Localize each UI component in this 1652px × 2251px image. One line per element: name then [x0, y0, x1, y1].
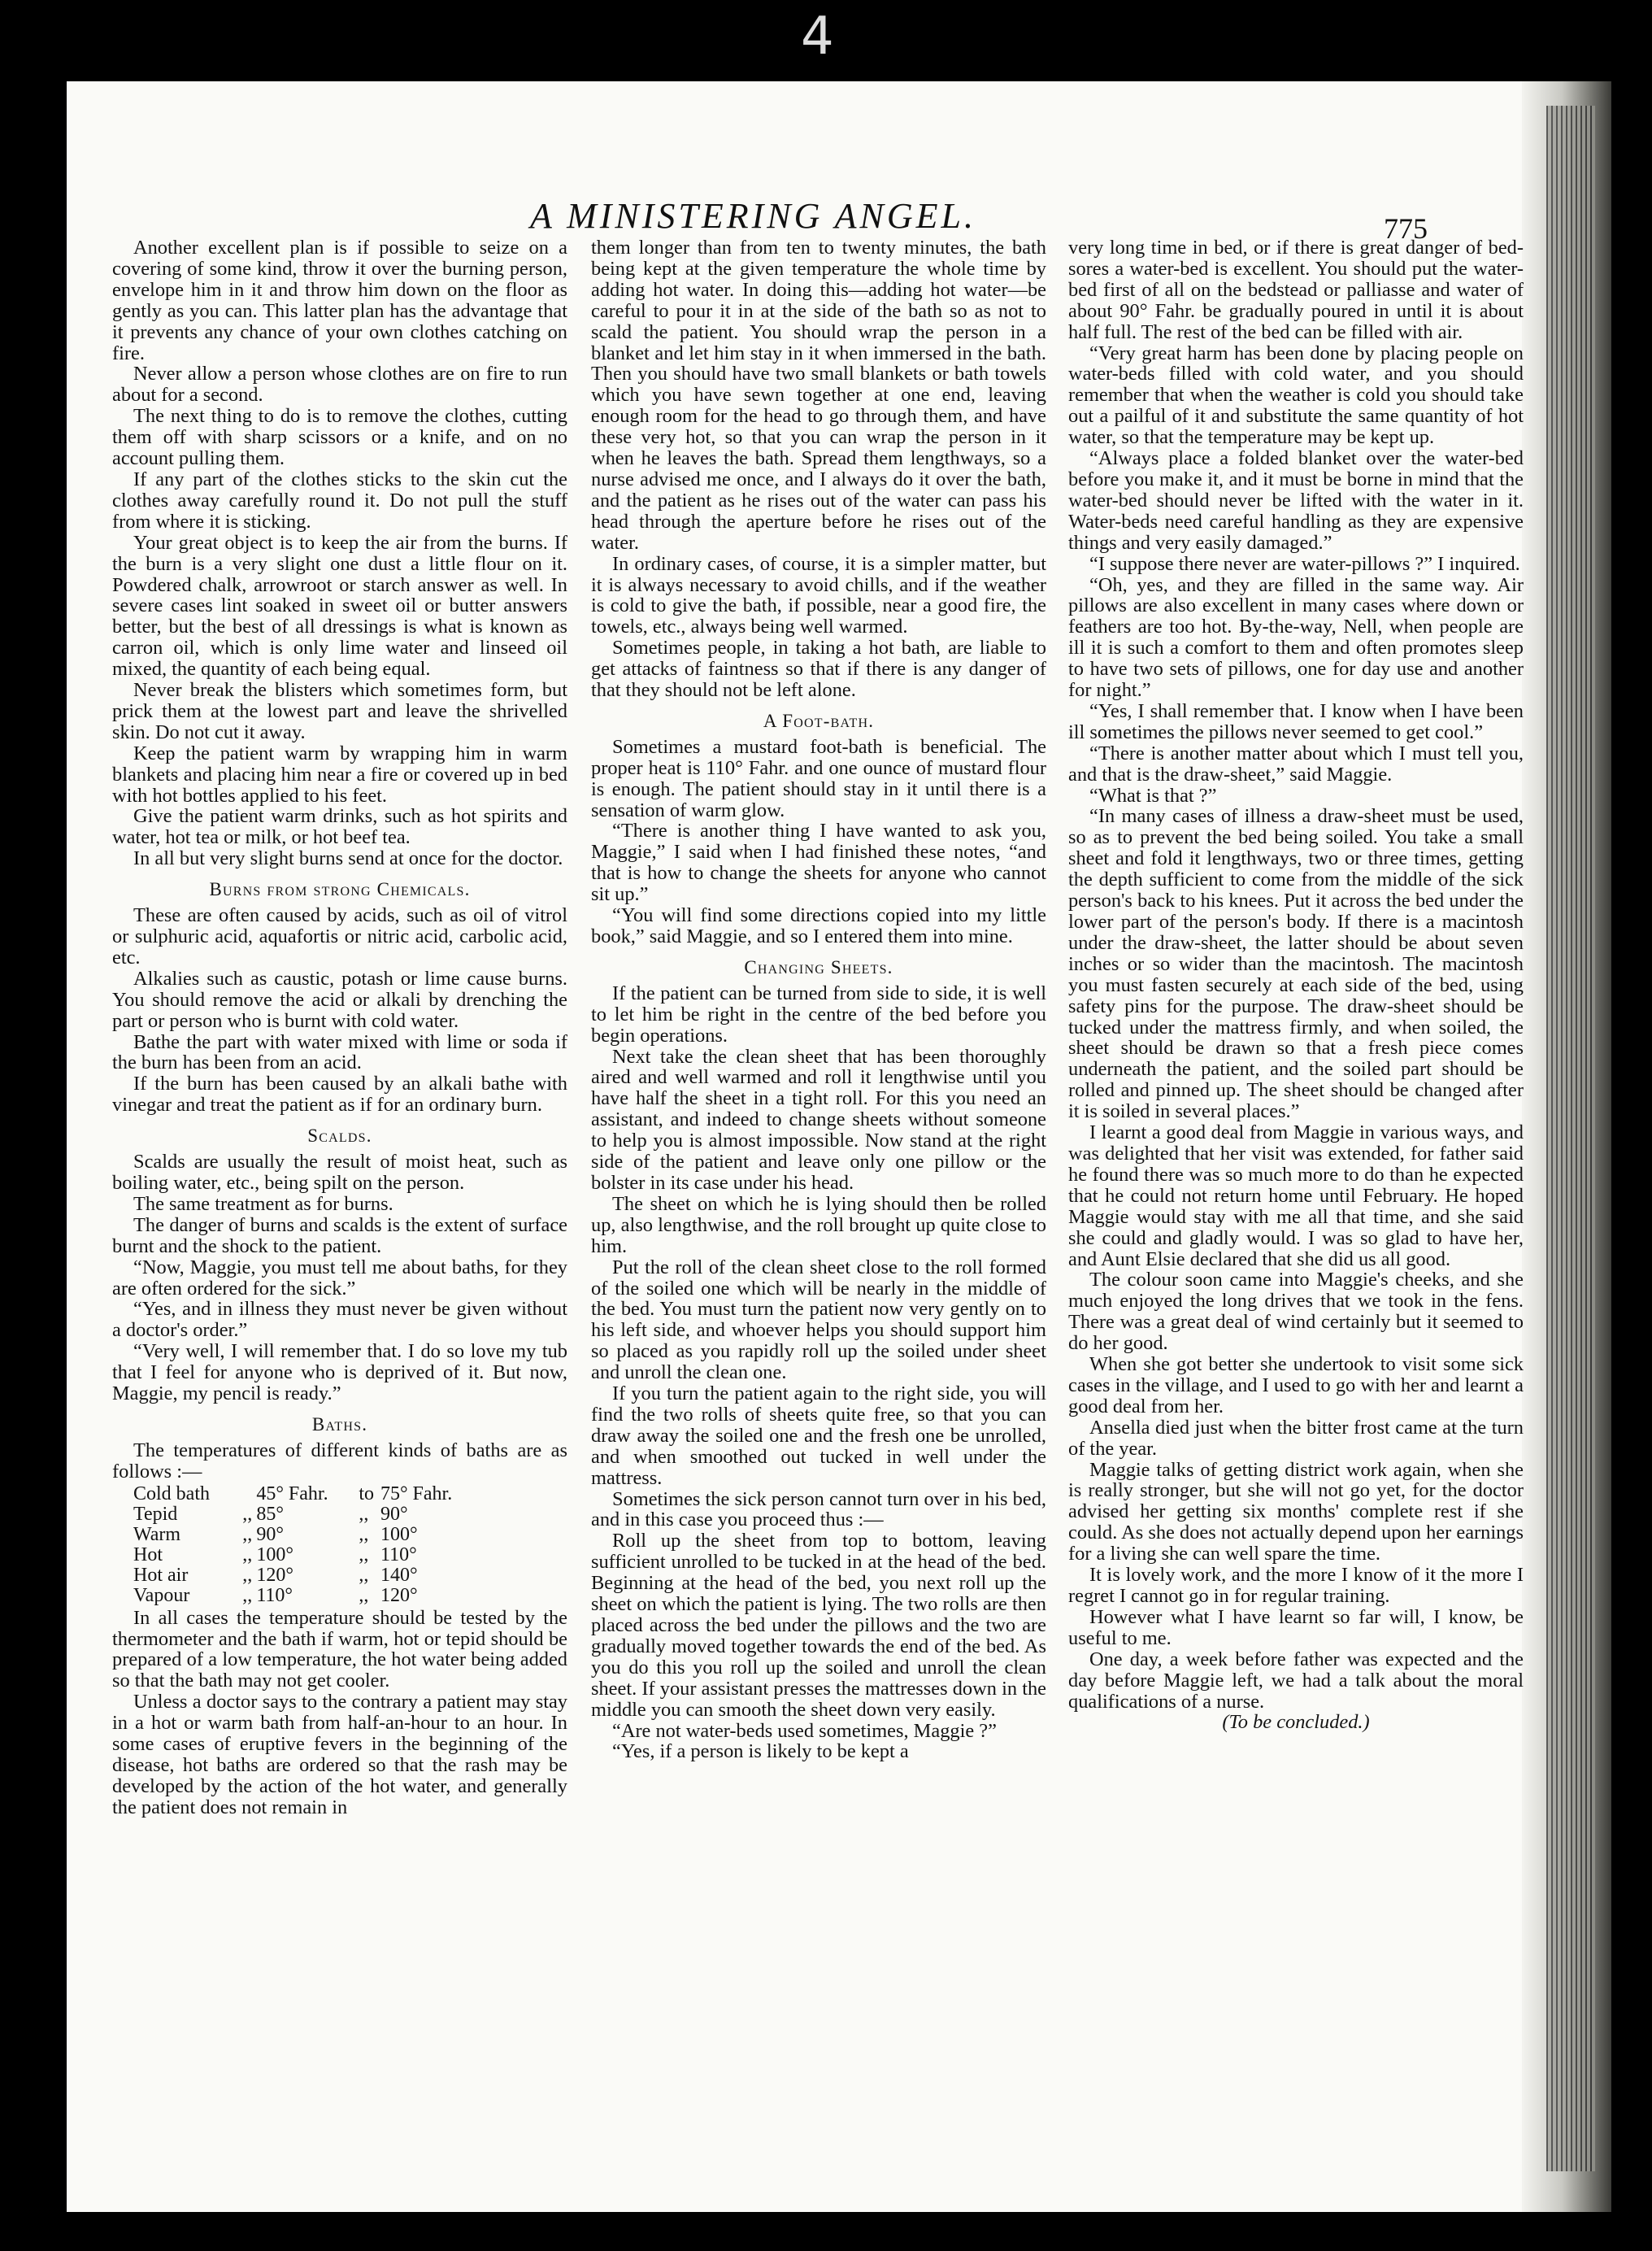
paragraph: In all but very slight burns send at once for the doctor.: [133, 847, 563, 870]
section-heading-chemicals: Burns from strong Chemicals.: [209, 879, 471, 900]
temp-to: 90°: [380, 1503, 408, 1525]
paragraph: Your great object is to keep the air from the burns. If the burn is a very slight one dust a little flour on it. Powdered chalk, arrowroot or starch answer as well. In severe cases lint soaked in sweet oil or butter answers better, but the best of all dressings is what is known as carron oil, which is only lime water and linseed oil mixed, the quantity of each being equal.: [112, 531, 567, 681]
paragraph: “I suppose there never are water-pillows ?” I inquired.: [1089, 552, 1520, 575]
paragraph: Never break the blisters which sometimes form, but prick them at the lowest part and leave the shrivelled skin. Do not cut it away.: [112, 679, 567, 743]
paragraph: “There is another thing I have wanted to ask you, Maggie,” I said when I had finished these notes, “and that is how to change the sheets for anyone who cannot sit up.”: [591, 820, 1046, 906]
paragraph: “There is another matter about which I must tell you, and that is the draw-sheet,” said Maggie.: [1068, 742, 1524, 786]
ditto: ,,: [242, 1543, 253, 1565]
paragraph: These are often caused by acids, such as oil of vitrol or sulphuric acid, aquafortis or nitric acid, carbolic acid, etc.: [112, 904, 567, 969]
paragraph: Sometimes the sick person cannot turn over in his bed, and in this case you proceed thus :—: [591, 1487, 1046, 1531]
paragraph: “In many cases of illness a draw-sheet must be used, so as to prevent the bed being soiled. You take a small sheet and fold it lengthways, two or three times, getting the depth sufficient to come from the middle of the sick person's back to his knees. Put it across the bed under the lower part of the person's body. If there is a macintosh under the draw-sheet, the latter should be about seven inches or so wider than the macintosh. The macintosh you must fasten securely at each side of the bed, using safety pins for the purpose. The draw-sheet should be tucked under the mattress firmly, and when soiled, the sheet should be drawn so that a fresh piece comes underneath the patient, and the soiled part should be rolled and pinned up. The sheet should be changed after it is soiled in several places.”: [1068, 805, 1524, 1123]
ditto: ,,: [242, 1584, 253, 1606]
ditto: [242, 1484, 256, 1504]
paragraph: If any part of the clothes sticks to the skin cut the clothes away carefully round it. Do not pull the stuff from where it is sticking.: [112, 468, 567, 533]
paragraph: Another excellent plan is if possible to seize on a covering of some kind, throw it over the burning person, envelope him in it and throw him down on the floor as gently as you can. This latter plan has the advantage that it prevents any chance of your own clothes catching on fire.: [112, 237, 567, 364]
table-row: [133, 1565, 483, 1586]
paragraph: them longer than from ten to twenty minutes, the bath being kept at the given temperature the whole time by adding hot water. In doing this—adding hot water—be careful to pour it in at the side of the bath so as not to scald the patient. You should wrap the person in a blanket and let him stay in it when immersed in the bath. Then you should have two small blankets or bath towels which you have sewn together at one end, leaving enough room for the head to go through them, and have these very hot, so that you can wrap the person in it when he leaves the bath. Spread them lengthways, so a nurse advised me once, and I always do it over the bath, and the patient as he rises out of the water can pass his head through the aperture before he rises out of the water.: [591, 237, 1046, 554]
column-1: [112, 237, 567, 1818]
paragraph: “Yes, and in illness they must never be given without a doctor's order.”: [112, 1298, 567, 1342]
temp-from: 90°: [256, 1523, 284, 1545]
ditto: ,,: [242, 1503, 253, 1525]
bath-name: Vapour: [133, 1584, 190, 1606]
paragraph: The danger of burns and scalds is the extent of surface burnt and the shock to the patient.: [112, 1213, 567, 1257]
paragraph: When she got better she undertook to visit some sick cases in the village, and I used to go with her and learnt a good deal from her.: [1068, 1353, 1524, 1417]
temp-from: 100°: [256, 1543, 293, 1565]
ditto: ,,: [242, 1523, 253, 1545]
paragraph: Alkalies such as caustic, potash or lime cause burns. You should remove the acid or alkali by drenching the part or person who is burnt with cold water.: [112, 967, 567, 1032]
paragraph: “Always place a folded blanket over the water-bed before you make it, and it must be borne in mind that the water-bed should never be lifted with the water in it. Water-beds need careful handling as they are expensive things and very easily damaged.”: [1068, 447, 1524, 554]
paragraph: One day, a week before father was expected and the day before Maggie left, we had a talk about the moral qualifications of a nurse.: [1068, 1648, 1524, 1713]
temp-to: 110°: [380, 1543, 417, 1565]
paragraph: “What is that ?”: [1089, 784, 1217, 807]
temp-to: 100°: [380, 1523, 418, 1545]
paragraph: The sheet on which he is lying should then be rolled up, also lengthwise, and the roll brought up quite close to him.: [591, 1192, 1046, 1257]
table-row: [133, 1545, 483, 1565]
paragraph: “Now, Maggie, you must tell me about baths, for they are often ordered for the sick.”: [112, 1256, 567, 1300]
bath-name: Cold bath: [133, 1483, 210, 1504]
paragraph: “Very great harm has been done by placing people on water-beds filled with cold water, and you should remember that when the weather is cold you should take out a pailful of it and substitute the same quantity of hot water, so that the temperature may be kept up.: [1068, 342, 1524, 449]
magazine-page: [67, 81, 1611, 2212]
page-number: 775: [1384, 212, 1428, 245]
to: ,,: [359, 1584, 369, 1606]
paragraph: Scalds are usually the result of moist heat, such as boiling water, etc., being spilt on the person.: [112, 1151, 567, 1194]
paragraph: Unless a doctor says to the contrary a patient may stay in a hot or warm bath from half-an-hour to an hour. In some cases of eruptive fevers in the beginning of the disease, hot baths are ordered so that the rash may be developed by the action of the hot water, and generally the patient does not remain in: [112, 1691, 567, 1818]
temp-from: 45° Fahr.: [256, 1483, 328, 1504]
paragraph: Never allow a person whose clothes are on fire to run about for a second.: [112, 363, 567, 407]
to: ,,: [359, 1523, 369, 1545]
paragraph: If the burn has been caused by an alkali bathe with vinegar and treat the patient as if for an ordinary burn.: [112, 1073, 567, 1117]
paragraph: Give the patient warm drinks, such as hot spirits and water, hot tea or milk, or hot beef tea.: [112, 805, 567, 849]
paragraph: “Are not water-beds used sometimes, Maggie ?”: [612, 1719, 997, 1742]
paragraph: If you turn the patient again to the right side, you will find the two rolls of sheets quite free, so that you can draw away the soiled one and the fresh one be unrolled, and when smoothed out tucked in well under the mattress.: [591, 1382, 1046, 1489]
section-heading-baths: Baths.: [311, 1413, 368, 1435]
bath-name: Warm: [133, 1523, 181, 1545]
paragraph: I learnt a good deal from Maggie in various ways, and was delighted that her visit was extended, for father said he found there was so much more to do than he expected that he could not return home until February. He hoped Maggie would stay with me all that time, and she said she could and gladly would. I was so glad to have her, and Aunt Elsie declared that she did us all good.: [1068, 1121, 1524, 1270]
to: ,,: [359, 1503, 369, 1525]
paragraph: “You will find some directions copied into my little book,” said Maggie, and so I entered them into mine.: [591, 904, 1046, 947]
section-heading-foot-bath: A Foot-bath.: [763, 710, 875, 731]
temp-to: 140°: [380, 1564, 418, 1586]
paragraph: Ansella died just when the bitter frost came at the turn of the year.: [1068, 1416, 1524, 1460]
paragraph: If the patient can be turned from side to side, it is well to let him be right in the centre of the bed before you begin operations.: [591, 982, 1046, 1047]
to: ,,: [359, 1564, 369, 1586]
to-be-concluded: (To be concluded.): [1222, 1711, 1370, 1734]
to: ,,: [359, 1543, 369, 1565]
bath-name: Hot air: [133, 1564, 189, 1586]
paragraph: In all cases the temperature should be tested by the thermometer and the bath if warm, hot or tepid should be prepared of a low temperature, the hot water being added so that the bath may not get cooler.: [112, 1606, 567, 1692]
column-3: [1068, 237, 1524, 1733]
table-row: [133, 1484, 483, 1504]
table-row: [133, 1525, 483, 1545]
paragraph: “Very well, I will remember that. I do so love my tub that I feel for anyone who is deprived of it. But now, Maggie, my pencil is ready.”: [112, 1340, 567, 1405]
running-title: A MINISTERING ANGEL.: [530, 196, 976, 236]
paragraph: Bathe the part with water mixed with lime or soda if the burn has been from an acid.: [112, 1030, 567, 1074]
ditto: ,,: [242, 1564, 253, 1586]
temp-to: 120°: [380, 1584, 418, 1606]
paragraph: The temperatures of different kinds of baths are as follows :—: [112, 1439, 567, 1483]
bath-name: Hot: [133, 1543, 163, 1565]
paragraph: “Yes, I shall remember that. I know when I have been ill sometimes the pillows never seemed to get cool.”: [1068, 699, 1524, 743]
paragraph: Roll up the sheet from top to bottom, leaving sufficient unrolled to be tucked in at the head of the bed. Beginning at the head of the bed, you next roll up the sheet on which the patient is lying. The two rolls are then placed across the bed under the pillows and the two are gradually moved together towards the end of the bed. As you do this you roll up the soiled and unroll the clean sheet. If your assistant presses the mattresses down in the middle you can smooth the sheet down very easily.: [591, 1530, 1046, 1721]
table-row: [133, 1586, 483, 1606]
bath-name: Tepid: [133, 1503, 178, 1525]
paragraph: “Oh, yes, and they are filled in the same way. Air pillows are also excellent in many cases where down or feathers are too hot. By-the-way, Nell, when people are ill it is such a comfort to them and often promotes sleep to have two sets of pillows, one for day use and another for night.”: [1068, 573, 1524, 702]
paragraph: Sometimes people, in taking a hot bath, are liable to get attacks of faintness so that if there is any danger of that they should not be left alone.: [591, 637, 1046, 702]
column-2: [591, 237, 1046, 1762]
section-heading-scalds: Scalds.: [307, 1126, 372, 1147]
page-edges: [1546, 106, 1595, 2171]
to: to: [359, 1483, 374, 1504]
temp-to: 75° Fahr.: [380, 1483, 453, 1504]
temp-from: 85°: [256, 1503, 284, 1525]
paragraph: However what I have learnt so far will, I know, be useful to me.: [1068, 1605, 1524, 1649]
paragraph: The next thing to do is to remove the clothes, cutting them off with sharp scissors or a knife, and on no account pulling them.: [112, 405, 567, 470]
paragraph: Sometimes a mustard foot-bath is beneficial. The proper heat is 110° Fahr. and one ounce of mustard flour is enough. The patient should stay in it until there is a sensation of warm glow.: [591, 735, 1046, 821]
table-row: [133, 1504, 483, 1525]
temp-from: 110°: [256, 1584, 293, 1606]
paragraph: Keep the patient warm by wrapping him in warm blankets and placing him near a fire or covered up in bed with hot bottles applied to his feet.: [112, 742, 567, 807]
section-heading-changing-sheets: Changing Sheets.: [744, 956, 893, 977]
paragraph: The colour soon came into Maggie's cheeks, and she much enjoyed the long drives that we took in the fens. There was a great deal of wind certainly but it seemed to do her good.: [1068, 1269, 1524, 1355]
paragraph: In ordinary cases, of course, it is a simpler matter, but it is always necessary to avoid chills, and if the weather is cold to give the bath, if possible, near a good fire, the towels, etc., always being well warmed.: [591, 552, 1046, 638]
paragraph: Next take the clean sheet that has been thoroughly aired and well warmed and roll it lengthwise until you have half the sheet in a tight roll. For this you need an assistant, and indeed to change sheets without someone to help you is almost impossible. Now stand at the right side of the patient and leave only one pillow or the bolster in its case under his head.: [591, 1045, 1046, 1194]
bath-temperature-table: [133, 1484, 483, 1606]
paragraph: “Yes, if a person is likely to be kept a: [612, 1740, 909, 1763]
paragraph: Maggie talks of getting district work again, when she is really stronger, but she will not go yet, for the doctor advised her getting six months' complete rest if she could. As she does not actually depend upon her earnings for a living she can well spare the time.: [1068, 1458, 1524, 1565]
paragraph: Put the roll of the clean sheet close to the roll formed of the soiled one which will be nearly in the middle of the bed. You must turn the patient now very gently on to his left side, and whoever helps you should support him so placed as you rapidly roll up the soiled under sheet and unroll the clean one.: [591, 1256, 1046, 1384]
paragraph: very long time in bed, or if there is great danger of bed-sores a water-bed is excellent. You should put the water-bed first of all on the bedstead or palliasse and water of about 90° Fahr. be gradually poured in until it is about half full. The rest of the bed can be filled with air.: [1068, 237, 1524, 343]
paragraph: It is lovely work, and the more I know of it the more I regret I cannot go in for regular training.: [1068, 1564, 1524, 1607]
paragraph: The same treatment as for burns.: [133, 1192, 393, 1215]
temp-from: 120°: [256, 1564, 293, 1586]
top-mark: 4: [801, 7, 834, 67]
